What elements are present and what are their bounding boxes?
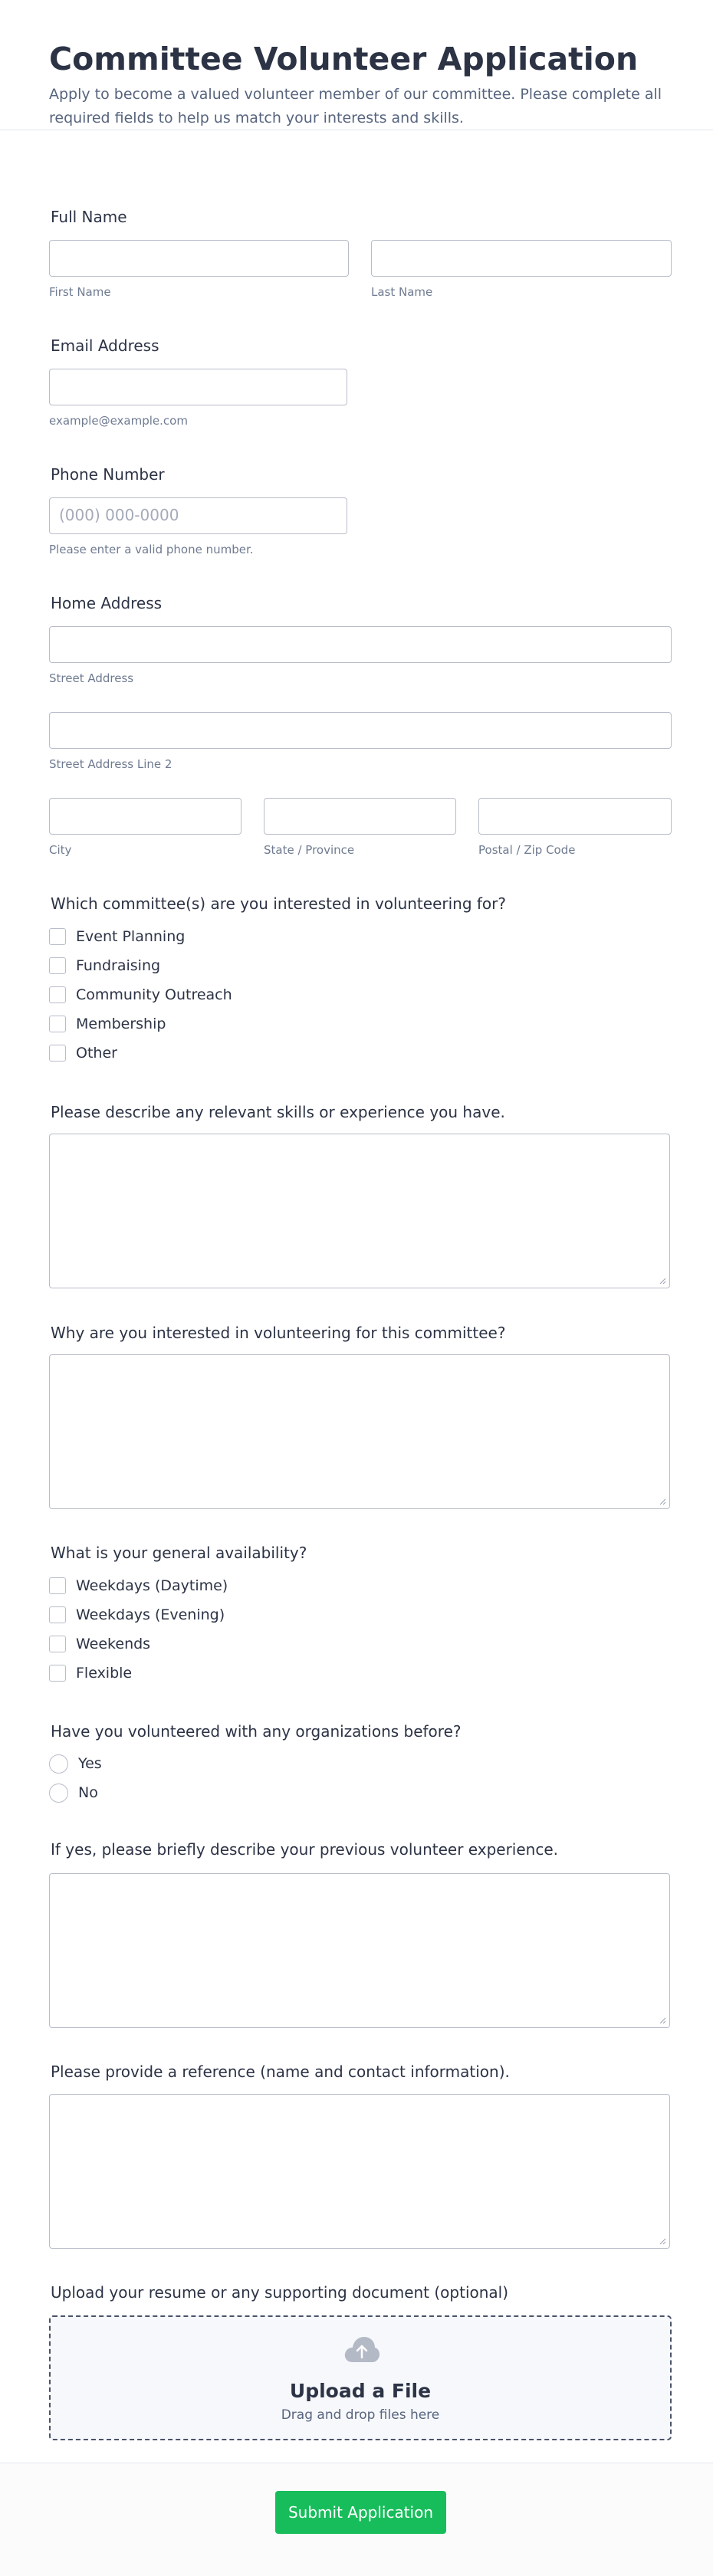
- resize-grip-icon[interactable]: [659, 1278, 666, 1285]
- availability-label: What is your general availability?: [51, 1544, 307, 1562]
- committee-option[interactable]: [49, 1014, 166, 1034]
- address-label: Home Address: [51, 594, 163, 612]
- committees-label: Which committee(s) are you interested in volunteering for?: [51, 894, 507, 913]
- city-input[interactable]: [49, 798, 242, 835]
- availability-option[interactable]: [49, 1576, 228, 1596]
- volunteered-option-yes[interactable]: [49, 1754, 102, 1774]
- phone-group: [49, 497, 347, 556]
- reference-textarea[interactable]: [49, 2094, 670, 2249]
- availability-option[interactable]: [49, 1605, 225, 1625]
- interest-label: Why are you interested in volunteering for this committee?: [51, 1324, 506, 1342]
- checkbox[interactable]: [49, 1606, 66, 1623]
- committee-option[interactable]: [49, 956, 160, 976]
- street-address-input[interactable]: [49, 626, 672, 663]
- phone-label: Phone Number: [51, 465, 165, 484]
- zip-sublabel: Postal / Zip Code: [478, 843, 576, 857]
- checkbox[interactable]: [49, 928, 66, 945]
- checkbox-label: Other: [76, 1045, 117, 1062]
- upload-subtitle: Drag and drop files here: [281, 2407, 440, 2423]
- email-group: [49, 369, 347, 428]
- reference-label: Please provide a reference (name and contact information).: [51, 2062, 510, 2081]
- availability-option[interactable]: [49, 1634, 150, 1654]
- resize-grip-icon[interactable]: [659, 2238, 666, 2245]
- first-name-sublabel: First Name: [49, 285, 111, 299]
- committee-option[interactable]: [49, 985, 232, 1005]
- checkbox-label: Membership: [76, 1016, 166, 1032]
- skills-label: Please describe any relevant skills or experience you have.: [51, 1103, 505, 1121]
- email-sublabel: example@example.com: [49, 414, 188, 428]
- checkbox-label: Flexible: [76, 1665, 133, 1682]
- email-input[interactable]: [49, 369, 347, 405]
- volunteered-before-label: Have you volunteered with any organizations before?: [51, 1722, 462, 1741]
- city-group: [49, 798, 242, 857]
- first-name-input[interactable]: [49, 240, 349, 277]
- checkbox[interactable]: [49, 1577, 66, 1594]
- checkbox[interactable]: [49, 1665, 66, 1682]
- street2-group: [49, 712, 672, 771]
- zip-group: [478, 798, 672, 857]
- state-group: [264, 798, 456, 857]
- email-label: Email Address: [51, 336, 159, 355]
- checkbox[interactable]: [49, 986, 66, 1003]
- previous-experience-label: If yes, please briefly describe your previous volunteer experience.: [51, 1840, 559, 1859]
- street-address-line2-sublabel: Street Address Line 2: [49, 757, 172, 771]
- checkbox-label: Fundraising: [76, 957, 161, 974]
- state-sublabel: State / Province: [264, 843, 355, 857]
- last-name-input[interactable]: [371, 240, 672, 277]
- form-footer: [0, 2463, 713, 2576]
- checkbox-label: Weekdays (Daytime): [76, 1577, 228, 1594]
- cloud-upload-icon: [343, 2335, 380, 2364]
- last-name-group: [371, 240, 672, 299]
- volunteered-option-no[interactable]: [49, 1783, 98, 1803]
- resize-grip-icon[interactable]: [659, 1498, 666, 1505]
- radio-label: Yes: [78, 1755, 102, 1772]
- full-name-label: Full Name: [51, 208, 127, 226]
- committee-option[interactable]: [49, 927, 185, 947]
- checkbox[interactable]: [49, 1045, 66, 1062]
- resize-grip-icon[interactable]: [659, 2017, 666, 2024]
- phone-input[interactable]: (000) 000-0000: [49, 497, 347, 534]
- submit-button[interactable]: Submit Application: [275, 2491, 446, 2534]
- checkbox-label: Weekends: [76, 1636, 151, 1652]
- street-address-sublabel: Street Address: [49, 671, 134, 685]
- committee-option[interactable]: [49, 1043, 117, 1063]
- interest-textarea[interactable]: [49, 1354, 670, 1509]
- checkbox-label: Weekdays (Evening): [76, 1606, 225, 1623]
- street-address-line2-input[interactable]: [49, 712, 672, 749]
- upload-label: Upload your resume or any supporting document (optional): [51, 2283, 509, 2302]
- last-name-sublabel: Last Name: [371, 285, 433, 299]
- state-input[interactable]: [264, 798, 456, 835]
- radio-button[interactable]: [49, 1754, 68, 1774]
- radio-button[interactable]: [49, 1784, 68, 1803]
- checkbox[interactable]: [49, 1636, 66, 1652]
- form-description: Apply to become a valued volunteer member of our committee. Please complete all required fields to help us match your interests and skills.: [49, 86, 662, 126]
- upload-title: Upload a File: [289, 2380, 432, 2402]
- skills-textarea[interactable]: [49, 1134, 670, 1288]
- checkbox-label: Event Planning: [76, 928, 186, 945]
- availability-option[interactable]: [49, 1663, 132, 1683]
- previous-experience-textarea[interactable]: [49, 1873, 670, 2028]
- zip-input[interactable]: [478, 798, 672, 835]
- checkbox[interactable]: [49, 1016, 66, 1032]
- file-upload-dropzone[interactable]: [49, 2315, 672, 2440]
- phone-sublabel: Please enter a valid phone number.: [49, 543, 254, 556]
- form-header: [0, 0, 713, 130]
- checkbox[interactable]: [49, 957, 66, 974]
- city-sublabel: City: [49, 843, 72, 857]
- form-title: Committee Volunteer Application: [49, 41, 639, 77]
- checkbox-label: Community Outreach: [76, 986, 232, 1003]
- radio-label: No: [78, 1784, 98, 1801]
- street-group: [49, 626, 672, 685]
- first-name-group: [49, 240, 349, 299]
